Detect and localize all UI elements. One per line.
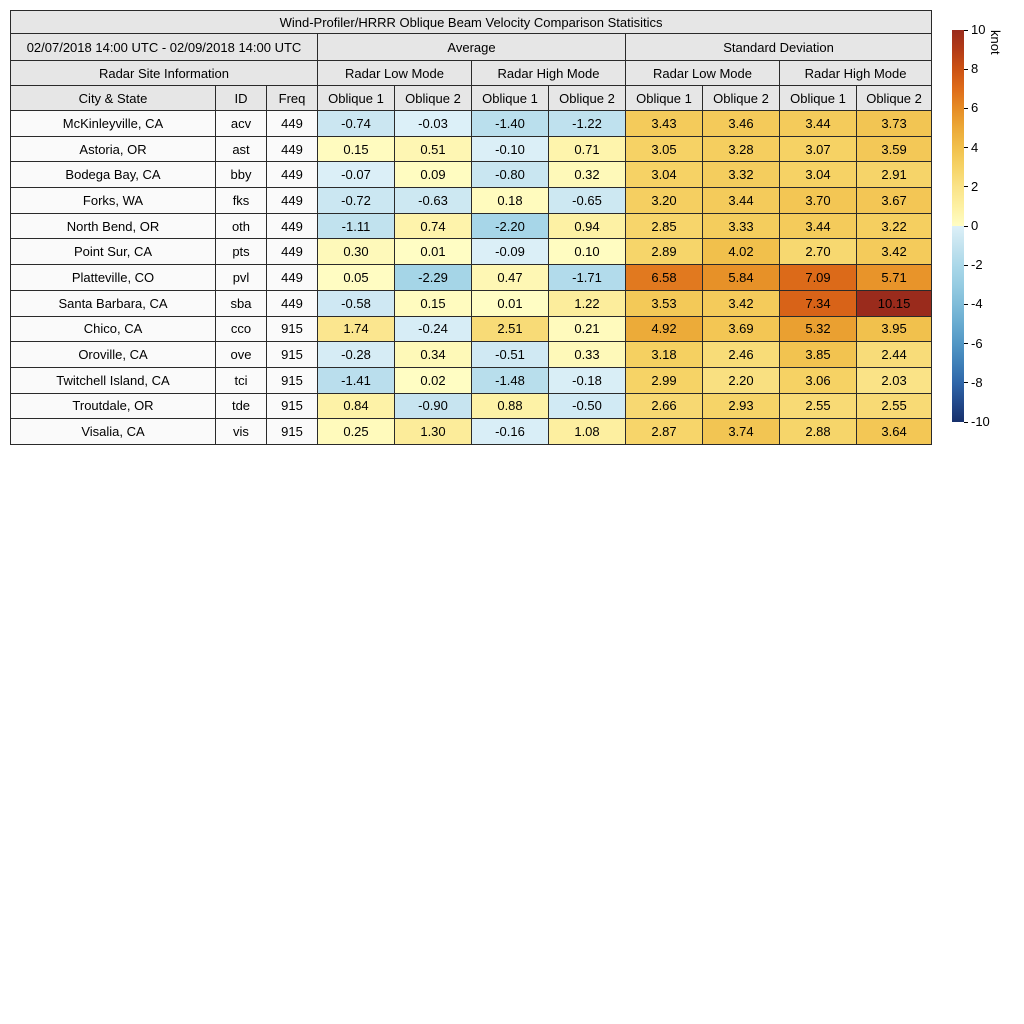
colorbar-tick-label: -4 (971, 296, 983, 312)
value-cell: -0.51 (472, 342, 549, 368)
group-header-row (11, 34, 932, 61)
value-cell: 0.84 (318, 393, 395, 419)
site-id-cell: oth (216, 213, 267, 239)
value-cell: -2.29 (395, 265, 472, 291)
value-cell: 3.64 (857, 419, 932, 445)
value-cell: 3.69 (703, 316, 780, 342)
value-cell: 3.46 (703, 111, 780, 137)
value-cell: 3.33 (703, 213, 780, 239)
site-id-cell: ast (216, 136, 267, 162)
colorbar-tick-label: 0 (971, 218, 979, 233)
colorbar-tick-mark (964, 30, 968, 31)
freq-cell: 915 (267, 393, 318, 419)
colorbar-tick-label: -6 (971, 335, 983, 351)
value-cell: -1.48 (472, 367, 549, 393)
table-row (11, 290, 932, 316)
oblique2-header: Oblique 2 (549, 86, 626, 111)
avg-radar-high-mode-header: Radar High Mode (472, 61, 626, 86)
city-cell: Bodega Bay, CA (11, 162, 216, 188)
value-cell: 0.34 (395, 342, 472, 368)
colorbar-tick-mark (964, 108, 968, 109)
colorbar (952, 22, 1003, 429)
colorbar-tick-label: 6 (971, 100, 979, 116)
colorbar-tick-label: -10 (971, 414, 990, 429)
value-cell: 2.46 (703, 342, 780, 368)
value-cell: 3.74 (703, 419, 780, 445)
value-cell: 3.53 (626, 290, 703, 316)
city-cell: Twitchell Island, CA (11, 367, 216, 393)
value-cell: 2.88 (780, 419, 857, 445)
table-row (11, 265, 932, 291)
colorbar-tick-label: 4 (971, 139, 979, 155)
site-id-cell: tci (216, 367, 267, 393)
colorbar-tick-mark (964, 343, 968, 344)
value-cell: 3.73 (857, 111, 932, 137)
value-cell: 3.85 (780, 342, 857, 368)
value-cell: 2.44 (857, 342, 932, 368)
freq-cell: 449 (267, 136, 318, 162)
value-cell: 4.92 (626, 316, 703, 342)
value-cell: 0.05 (318, 265, 395, 291)
value-cell: 0.21 (549, 316, 626, 342)
date-range: 02/07/2018 14:00 UTC - 02/09/2018 14:00 UTC (11, 34, 318, 61)
site-id-cell: ove (216, 342, 267, 368)
table-row (11, 188, 932, 214)
radar-site-information-header: Radar Site Information (11, 61, 318, 86)
value-cell: 3.06 (780, 367, 857, 393)
value-cell: 3.70 (780, 188, 857, 214)
freq-cell: 915 (267, 419, 318, 445)
freq-cell: 449 (267, 290, 318, 316)
table-row (11, 342, 932, 368)
value-cell: -0.09 (472, 239, 549, 265)
value-cell: 3.05 (626, 136, 703, 162)
value-cell: 0.15 (395, 290, 472, 316)
value-cell: 3.44 (780, 111, 857, 137)
value-cell: -0.65 (549, 188, 626, 214)
value-cell: -0.72 (318, 188, 395, 214)
value-cell: -1.40 (472, 111, 549, 137)
value-cell: 5.84 (703, 265, 780, 291)
colorbar-tick-mark (964, 422, 968, 423)
value-cell: 3.44 (780, 213, 857, 239)
colorbar-gradient (952, 30, 964, 422)
site-id-cell: sba (216, 290, 267, 316)
sd-radar-low-mode-header: Radar Low Mode (626, 61, 780, 86)
oblique1-header: Oblique 1 (780, 86, 857, 111)
statistics-table (10, 10, 932, 445)
value-cell: 0.02 (395, 367, 472, 393)
freq-cell: 449 (267, 188, 318, 214)
value-cell: 3.07 (780, 136, 857, 162)
value-cell: 0.47 (472, 265, 549, 291)
value-cell: 0.94 (549, 213, 626, 239)
value-cell: 2.93 (703, 393, 780, 419)
colorbar-tick-label: 10 (971, 22, 986, 37)
value-cell: -0.58 (318, 290, 395, 316)
city-cell: Point Sur, CA (11, 239, 216, 265)
city-cell: Oroville, CA (11, 342, 216, 368)
id-header: ID (216, 86, 267, 111)
value-cell: 1.22 (549, 290, 626, 316)
colorbar-tick-label: -2 (971, 257, 983, 273)
sd-radar-high-mode-header: Radar High Mode (780, 61, 932, 86)
city-cell: Santa Barbara, CA (11, 290, 216, 316)
site-id-cell: fks (216, 188, 267, 214)
value-cell: 0.18 (472, 188, 549, 214)
value-cell: 2.89 (626, 239, 703, 265)
value-cell: -0.90 (395, 393, 472, 419)
oblique2-header: Oblique 2 (857, 86, 932, 111)
table-row (11, 111, 932, 137)
city-cell: North Bend, OR (11, 213, 216, 239)
city-cell: McKinleyville, CA (11, 111, 216, 137)
value-cell: 2.99 (626, 367, 703, 393)
table-row (11, 316, 932, 342)
value-cell: 7.34 (780, 290, 857, 316)
value-cell: 0.88 (472, 393, 549, 419)
value-cell: -1.22 (549, 111, 626, 137)
freq-cell: 449 (267, 213, 318, 239)
value-cell: 4.02 (703, 239, 780, 265)
freq-cell: 915 (267, 367, 318, 393)
table-row (11, 393, 932, 419)
value-cell: -2.20 (472, 213, 549, 239)
value-cell: 3.18 (626, 342, 703, 368)
value-cell: 3.43 (626, 111, 703, 137)
site-id-cell: vis (216, 419, 267, 445)
value-cell: -0.63 (395, 188, 472, 214)
value-cell: -0.28 (318, 342, 395, 368)
value-cell: -0.10 (472, 136, 549, 162)
value-cell: 0.33 (549, 342, 626, 368)
value-cell: 3.44 (703, 188, 780, 214)
value-cell: 7.09 (780, 265, 857, 291)
value-cell: 0.25 (318, 419, 395, 445)
site-id-cell: pts (216, 239, 267, 265)
value-cell: 2.87 (626, 419, 703, 445)
group-average: Average (318, 34, 626, 61)
value-cell: 0.01 (395, 239, 472, 265)
city-cell: Astoria, OR (11, 136, 216, 162)
colorbar-tick-mark (964, 265, 968, 266)
city-cell: Visalia, CA (11, 419, 216, 445)
oblique2-header: Oblique 2 (703, 86, 780, 111)
value-cell: 2.51 (472, 316, 549, 342)
value-cell: -1.71 (549, 265, 626, 291)
value-cell: 1.08 (549, 419, 626, 445)
value-cell: 3.67 (857, 188, 932, 214)
column-header-row (11, 86, 932, 111)
value-cell: 2.55 (780, 393, 857, 419)
title-row (11, 11, 932, 34)
value-cell: -0.07 (318, 162, 395, 188)
value-cell: -0.16 (472, 419, 549, 445)
value-cell: 3.42 (703, 290, 780, 316)
city-cell: Forks, WA (11, 188, 216, 214)
value-cell: -1.41 (318, 367, 395, 393)
value-cell: 6.58 (626, 265, 703, 291)
colorbar-tick-mark (964, 304, 968, 305)
value-cell: 0.74 (395, 213, 472, 239)
value-cell: 3.32 (703, 162, 780, 188)
value-cell: 2.70 (780, 239, 857, 265)
value-cell: 0.32 (549, 162, 626, 188)
city-state-header: City & State (11, 86, 216, 111)
freq-cell: 915 (267, 316, 318, 342)
value-cell: 3.28 (703, 136, 780, 162)
table-row (11, 136, 932, 162)
value-cell: 2.85 (626, 213, 703, 239)
city-cell: Platteville, CO (11, 265, 216, 291)
site-id-cell: bby (216, 162, 267, 188)
avg-radar-low-mode-header: Radar Low Mode (318, 61, 472, 86)
value-cell: 3.42 (857, 239, 932, 265)
value-cell: 10.15 (857, 290, 932, 316)
freq-cell: 449 (267, 265, 318, 291)
value-cell: -0.80 (472, 162, 549, 188)
oblique2-header: Oblique 2 (395, 86, 472, 111)
city-cell: Chico, CA (11, 316, 216, 342)
site-id-cell: acv (216, 111, 267, 137)
value-cell: 3.20 (626, 188, 703, 214)
value-cell: 0.51 (395, 136, 472, 162)
table-row (11, 162, 932, 188)
table-row (11, 239, 932, 265)
oblique1-header: Oblique 1 (626, 86, 703, 111)
value-cell: 2.03 (857, 367, 932, 393)
value-cell: -0.18 (549, 367, 626, 393)
value-cell: 2.55 (857, 393, 932, 419)
value-cell: 1.74 (318, 316, 395, 342)
value-cell: 2.91 (857, 162, 932, 188)
table-row (11, 367, 932, 393)
value-cell: -0.24 (395, 316, 472, 342)
value-cell: 1.30 (395, 419, 472, 445)
value-cell: -1.11 (318, 213, 395, 239)
value-cell: -0.50 (549, 393, 626, 419)
value-cell: 3.59 (857, 136, 932, 162)
site-id-cell: cco (216, 316, 267, 342)
value-cell: 0.09 (395, 162, 472, 188)
mode-header-row (11, 61, 932, 86)
value-cell: 0.01 (472, 290, 549, 316)
site-id-cell: pvl (216, 265, 267, 291)
table-row (11, 213, 932, 239)
value-cell: 0.71 (549, 136, 626, 162)
page-title: Wind-Profiler/HRRR Oblique Beam Velocity Comparison Statisitics (11, 11, 932, 34)
freq-cell: 449 (267, 162, 318, 188)
freq-cell: 449 (267, 239, 318, 265)
value-cell: -0.74 (318, 111, 395, 137)
colorbar-tick-mark (964, 147, 968, 148)
value-cell: 0.10 (549, 239, 626, 265)
colorbar-tick-mark (964, 69, 968, 70)
colorbar-tick-mark (964, 186, 968, 187)
value-cell: 2.66 (626, 393, 703, 419)
value-cell: 0.15 (318, 136, 395, 162)
value-cell: 2.20 (703, 367, 780, 393)
value-cell: 3.04 (780, 162, 857, 188)
colorbar-tick-mark (964, 226, 968, 227)
freq-cell: 449 (267, 111, 318, 137)
colorbar-tick-label: 8 (971, 61, 979, 77)
table-row (11, 419, 932, 445)
freq-header: Freq (267, 86, 318, 111)
oblique1-header: Oblique 1 (472, 86, 549, 111)
value-cell: -0.03 (395, 111, 472, 137)
group-std-deviation: Standard Deviation (626, 34, 932, 61)
value-cell: 3.04 (626, 162, 703, 188)
site-id-cell: tde (216, 393, 267, 419)
oblique1-header: Oblique 1 (318, 86, 395, 111)
value-cell: 3.95 (857, 316, 932, 342)
value-cell: 5.32 (780, 316, 857, 342)
colorbar-tick-label: -8 (971, 374, 983, 390)
colorbar-tick-mark (964, 382, 968, 383)
value-cell: 5.71 (857, 265, 932, 291)
value-cell: 3.22 (857, 213, 932, 239)
colorbar-unit-label: knot (988, 30, 1003, 55)
colorbar-tick-label: 2 (971, 178, 979, 194)
city-cell: Troutdale, OR (11, 393, 216, 419)
value-cell: 0.30 (318, 239, 395, 265)
freq-cell: 915 (267, 342, 318, 368)
